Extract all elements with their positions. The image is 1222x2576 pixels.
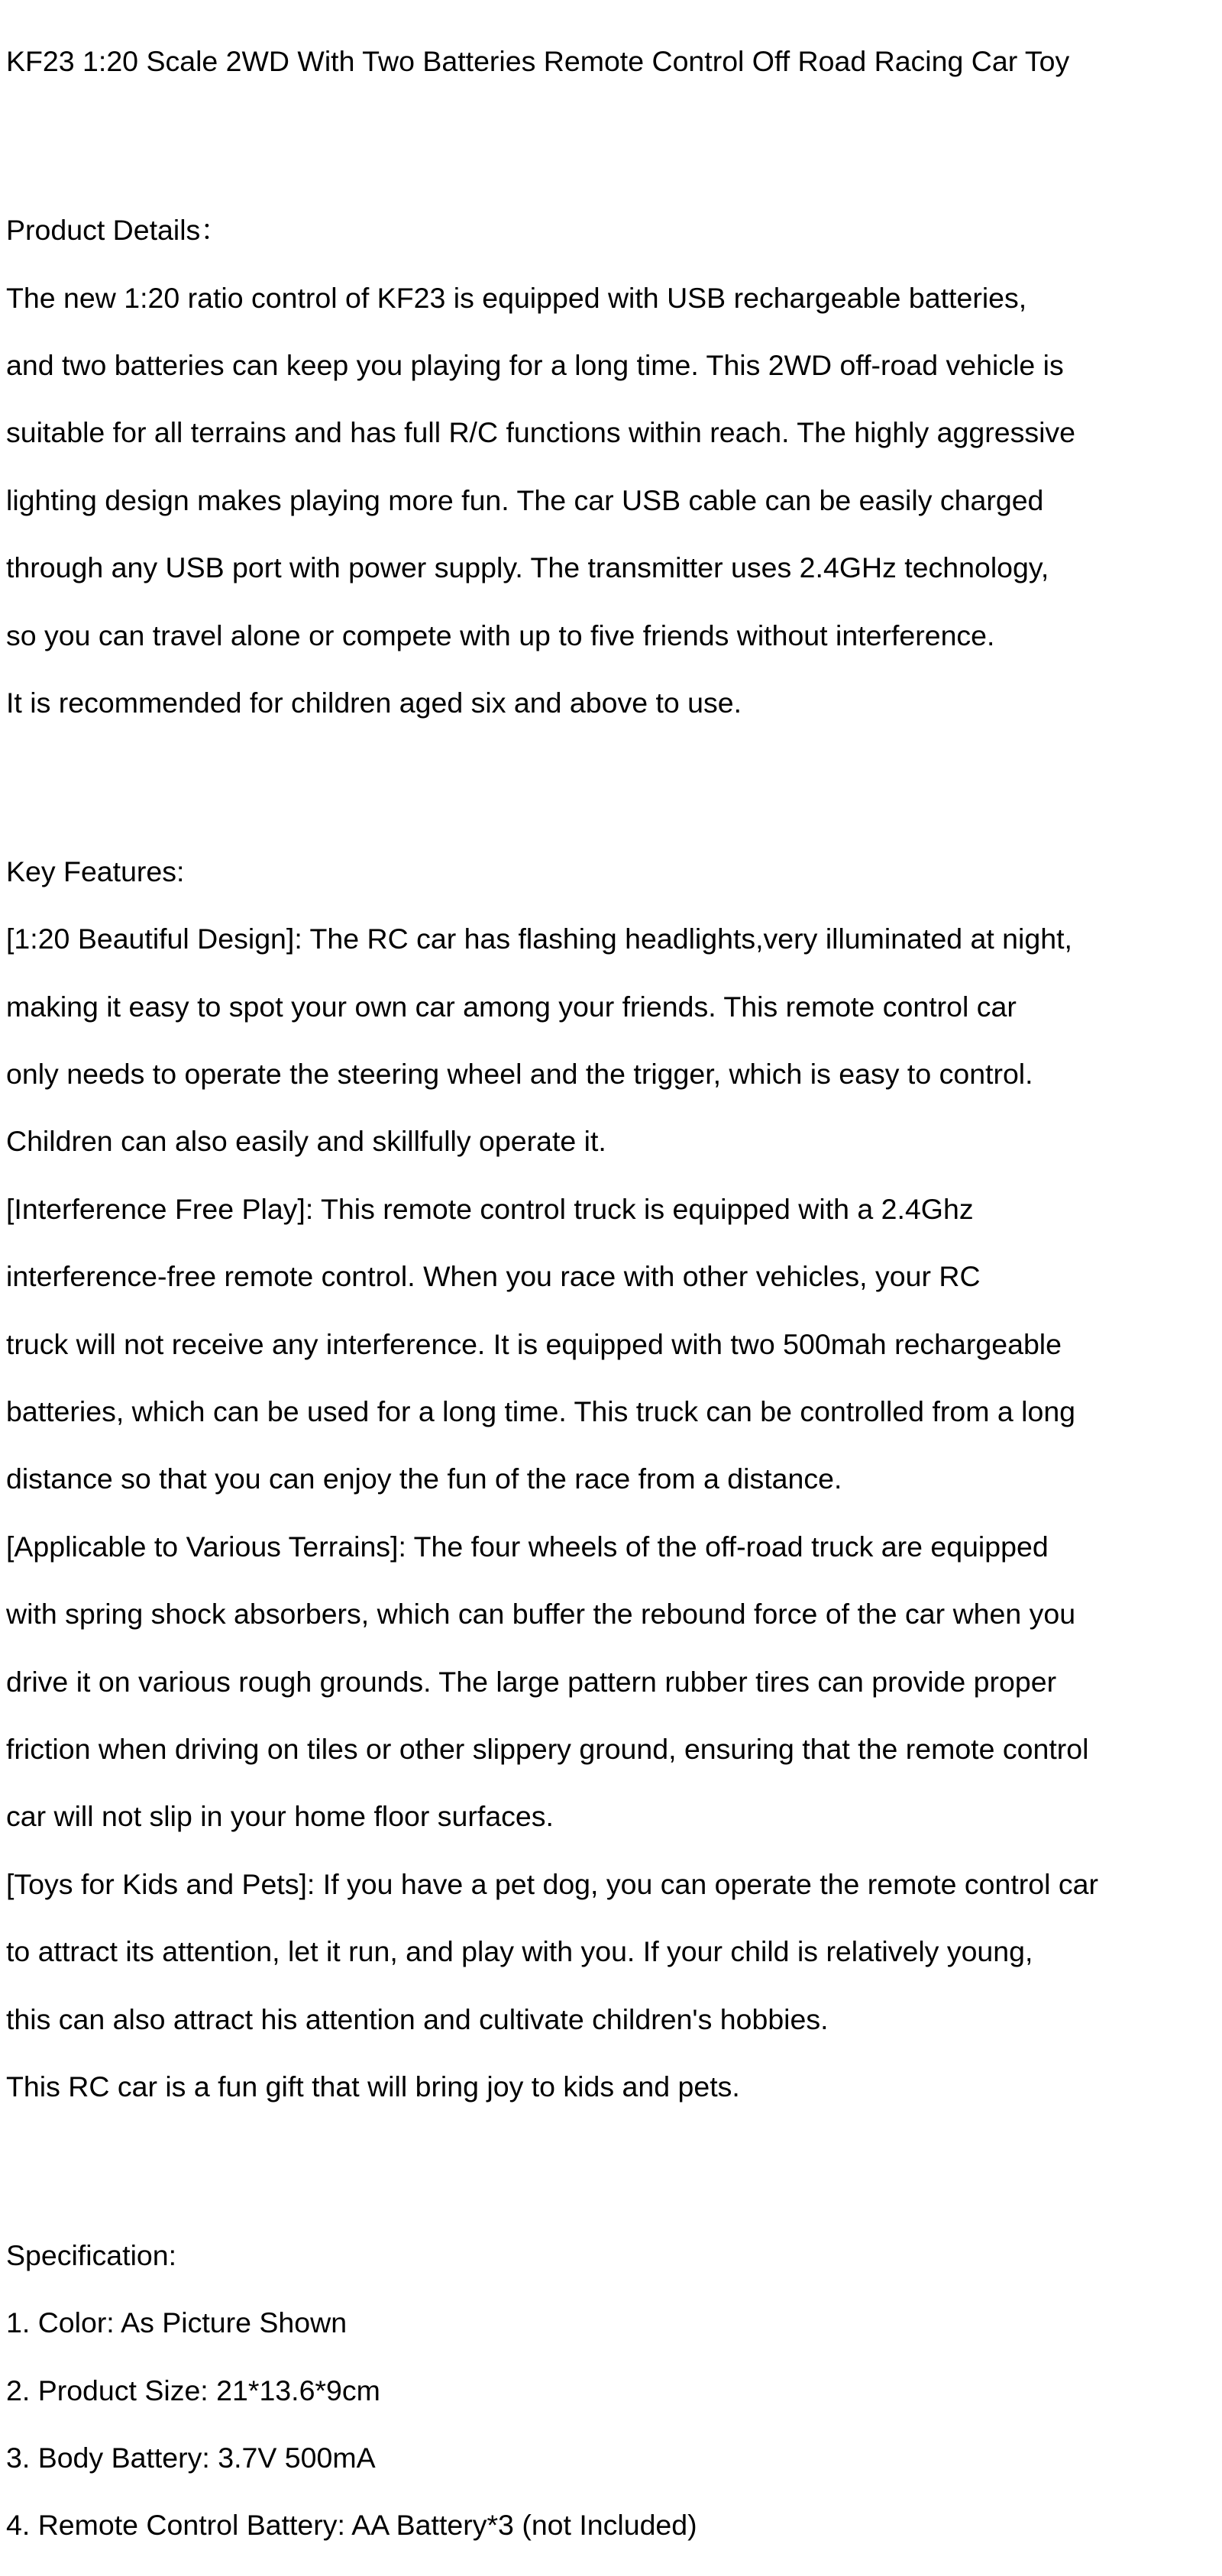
- product-details-line: The new 1:20 ratio control of KF23 is equipped with USB rechargeable batteries,: [6, 281, 1027, 314]
- section-spacer: [6, 112, 1217, 146]
- key-features-line: [Applicable to Various Terrains]: The four wheels of the off-road truck are equipped: [6, 1530, 1049, 1563]
- key-features-line: only needs to operate the steering wheel and the trigger, which is easy to control.: [6, 1058, 1033, 1091]
- key-features-line: [Interference Free Play]: This remote control truck is equipped with a 2.4Ghz: [6, 1192, 974, 1225]
- product-title: KF23 1:20 Scale 2WD With Two Batteries Remote Control Off Road Racing Car Toy: [6, 45, 1070, 78]
- specification-item: 2. Product Size: 21*13.6*9cm: [6, 2374, 380, 2406]
- key-features-line: batteries, which can be used for a long time. This truck can be controlled from a long: [6, 1395, 1076, 1428]
- specification-item: 4. Remote Control Battery: AA Battery*3 (not Included): [6, 2509, 697, 2542]
- key-features-line: interference-free remote control. When you race with other vehicles, your RC: [6, 1260, 981, 1293]
- key-features-line: drive it on various rough grounds. The large pattern rubber tires can provide proper: [6, 1665, 1057, 1698]
- key-features-line: truck will not receive any interference. It is equipped with two 500mah rechargeable: [6, 1327, 1062, 1360]
- key-features-line: friction when driving on tiles or other slippery ground, ensuring that the remote control: [6, 1732, 1089, 1765]
- key-features-line: making it easy to spot your own car among your friends. This remote control car: [6, 990, 1017, 1023]
- specification-item: 1. Color: As Picture Shown: [6, 2306, 348, 2339]
- product-details-line: through any USB port with power supply. The transmitter uses 2.4GHz technology,: [6, 551, 1049, 584]
- product-details-line: lighting design makes playing more fun. The car USB cable can be easily charged: [6, 483, 1044, 516]
- key-features-line: to attract its attention, let it run, and play with you. If your child is relatively young,: [6, 1935, 1033, 1968]
- product-details-line: suitable for all terrains and has full R/C functions within reach. The highly aggressive: [6, 416, 1076, 449]
- key-features-heading: Key Features:: [6, 855, 185, 887]
- key-features-line: Children can also easily and skillfully operate it.: [6, 1125, 606, 1158]
- key-features-line: distance so that you can enjoy the fun of the race from a distance.: [6, 1463, 842, 1495]
- key-features-line: car will not slip in your home floor surfaces.: [6, 1800, 554, 1833]
- product-description: [6, 11, 1217, 2576]
- key-features-line: [Toys for Kids and Pets]: If you have a pet dog, you can operate the remote control car: [6, 1867, 1098, 1900]
- specification-item: 3. Body Battery: 3.7V 500mA: [6, 2442, 376, 2474]
- product-details-heading: Product Details：: [6, 214, 229, 247]
- product-details-line: It is recommended for children aged six and above to use.: [6, 686, 742, 719]
- specification-heading: Specification:: [6, 2238, 177, 2271]
- section-spacer: [6, 2137, 1217, 2170]
- product-details-line: so you can travel alone or compete with up to five friends without interference.: [6, 619, 995, 651]
- key-features-line: this can also attract his attention and cultivate children's hobbies.: [6, 2002, 829, 2035]
- product-details-line: and two batteries can keep you playing for a long time. This 2WD off-road vehicle is: [6, 348, 1064, 381]
- key-features-line: [1:20 Beautiful Design]: The RC car has flashing headlights,very illuminated at night,: [6, 923, 1072, 955]
- section-spacer: [6, 753, 1217, 787]
- key-features-line: with spring shock absorbers, which can buffer the rebound force of the car when you: [6, 1598, 1076, 1631]
- key-features-line: This RC car is a fun gift that will bring joy to kids and pets.: [6, 2070, 740, 2102]
